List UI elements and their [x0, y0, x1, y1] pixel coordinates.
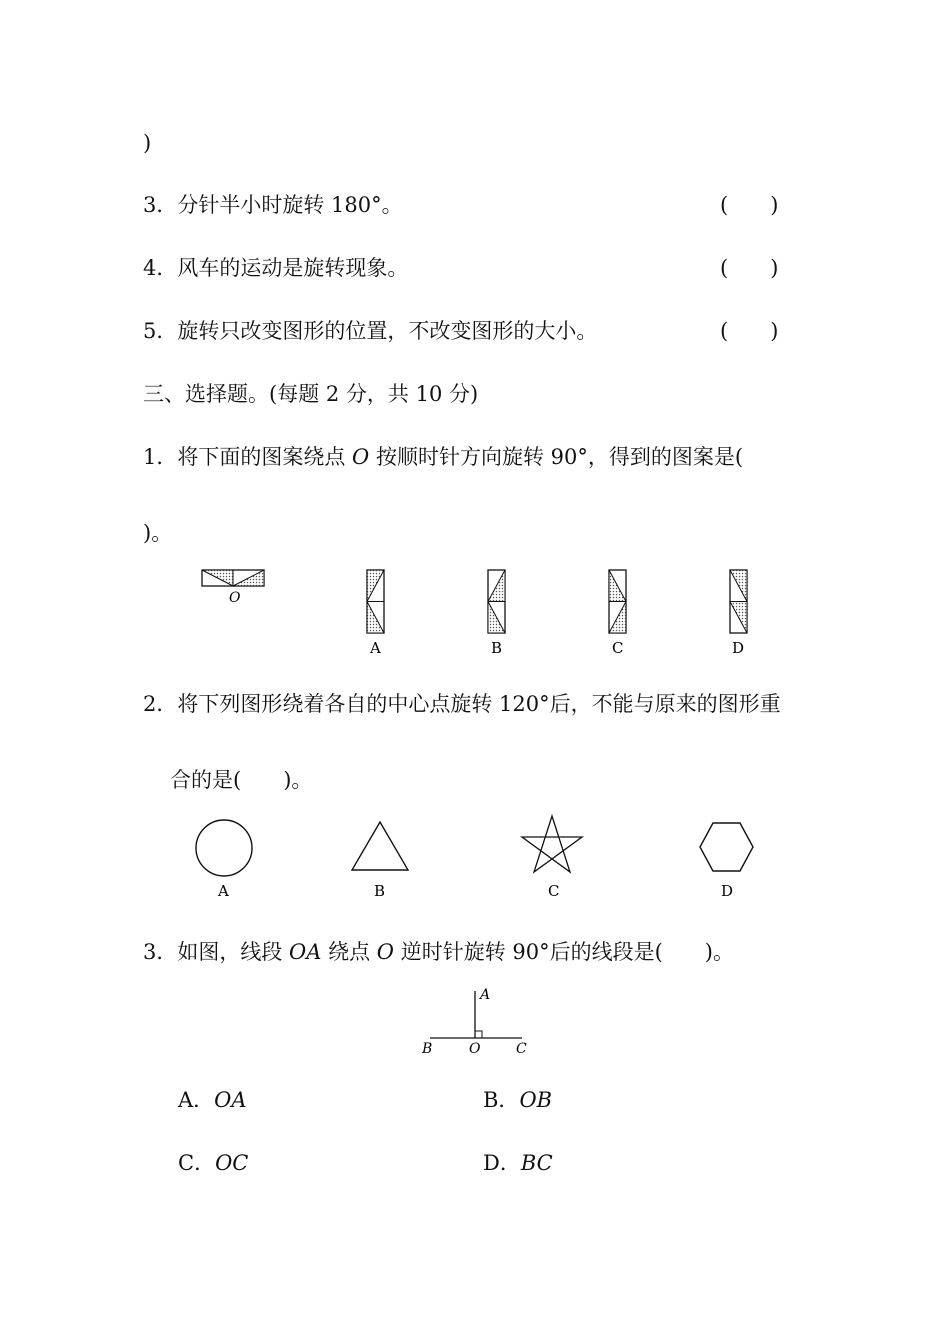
q3-option-a-value: OA — [214, 1088, 247, 1112]
q3-option-d-value: BC — [520, 1151, 553, 1175]
q3-text — [143, 937, 734, 967]
q3-part2: 绕点 — [321, 940, 377, 964]
q2-circle-shape — [196, 820, 252, 900]
q3-option-a-letter: A． — [178, 1088, 215, 1112]
tf-answer-3: ( ) — [720, 193, 779, 217]
q3-label-c: C — [516, 1041, 527, 1057]
q2-label-b: B — [374, 882, 386, 900]
q3-option-b — [483, 1085, 552, 1115]
q1-continuation: )。 — [143, 521, 173, 545]
q1-option-b-letter: B — [491, 639, 503, 657]
section-heading: 三、选择题。(每题 2 分，共 10 分) — [143, 382, 479, 406]
q3-part1: 3．如图，线段 — [143, 940, 290, 964]
q3-point: O — [376, 940, 395, 964]
q2-label-d: D — [721, 882, 734, 900]
q2-hexagon-shape — [700, 823, 753, 900]
q1-figure-label-o: O — [229, 590, 241, 606]
q3-label-o: O — [469, 1041, 481, 1057]
q2-line1: 2．将下列图形绕着各自的中心点旋转 120°后，不能与原来的图形重 — [143, 692, 781, 716]
q1-option-a-figure — [367, 570, 384, 657]
tf-item-3: 3．分针半小时旋转 180°。 — [143, 193, 403, 217]
q3-option-c-letter: C． — [178, 1151, 216, 1175]
q3-option-d — [483, 1148, 553, 1178]
q2-label-c: C — [548, 882, 560, 900]
tf-answer-5: ( ) — [720, 319, 779, 343]
q3-figure — [0, 985, 950, 1065]
q2-label-a: A — [218, 882, 229, 900]
q1-option-a-letter: A — [370, 639, 381, 657]
q1-option-d-figure — [730, 570, 747, 657]
q3-option-d-letter: D． — [483, 1151, 521, 1175]
q1-point: O — [352, 445, 370, 469]
q3-label-a: A — [480, 987, 491, 1003]
q3-segment: OA — [289, 940, 322, 964]
q1-option-d-letter: D — [732, 639, 745, 657]
q3-option-b-letter: B． — [483, 1088, 520, 1112]
q3-right-angle-mark — [475, 1031, 482, 1038]
q3-option-c-value: OC — [215, 1151, 249, 1175]
tf-item-5: 5．旋转只改变图形的位置，不改变图形的大小。 — [143, 319, 598, 343]
q1-figures — [0, 560, 950, 680]
tf-item-4: 4．风车的运动是旋转现象。 — [143, 256, 409, 280]
q1-original-pattern — [202, 570, 264, 606]
q2-line2: 合的是( )。 — [170, 768, 313, 792]
q3-label-b: B — [422, 1041, 433, 1057]
q3-option-c — [178, 1148, 248, 1178]
q1-option-c-letter: C — [612, 639, 624, 657]
q3-option-a — [178, 1085, 247, 1115]
q1-prefix: 1．将下面的图案绕点 — [143, 445, 353, 469]
tf-continuation: ) — [143, 131, 152, 155]
q1-suffix: 按顺时针方向旋转 90°，得到的图案是( — [369, 445, 744, 469]
q3-option-b-value: OB — [519, 1088, 553, 1112]
q2-star-shape — [522, 816, 582, 900]
q1-option-b-figure — [488, 570, 505, 657]
q1-text — [143, 442, 743, 472]
q1-option-c-figure — [609, 570, 626, 657]
tf-answer-4: ( ) — [720, 256, 779, 280]
q2-triangle-shape — [352, 822, 408, 900]
q3-part3: 逆时针旋转 90°后的线段是( )。 — [394, 940, 734, 964]
q2-figures — [0, 810, 950, 910]
